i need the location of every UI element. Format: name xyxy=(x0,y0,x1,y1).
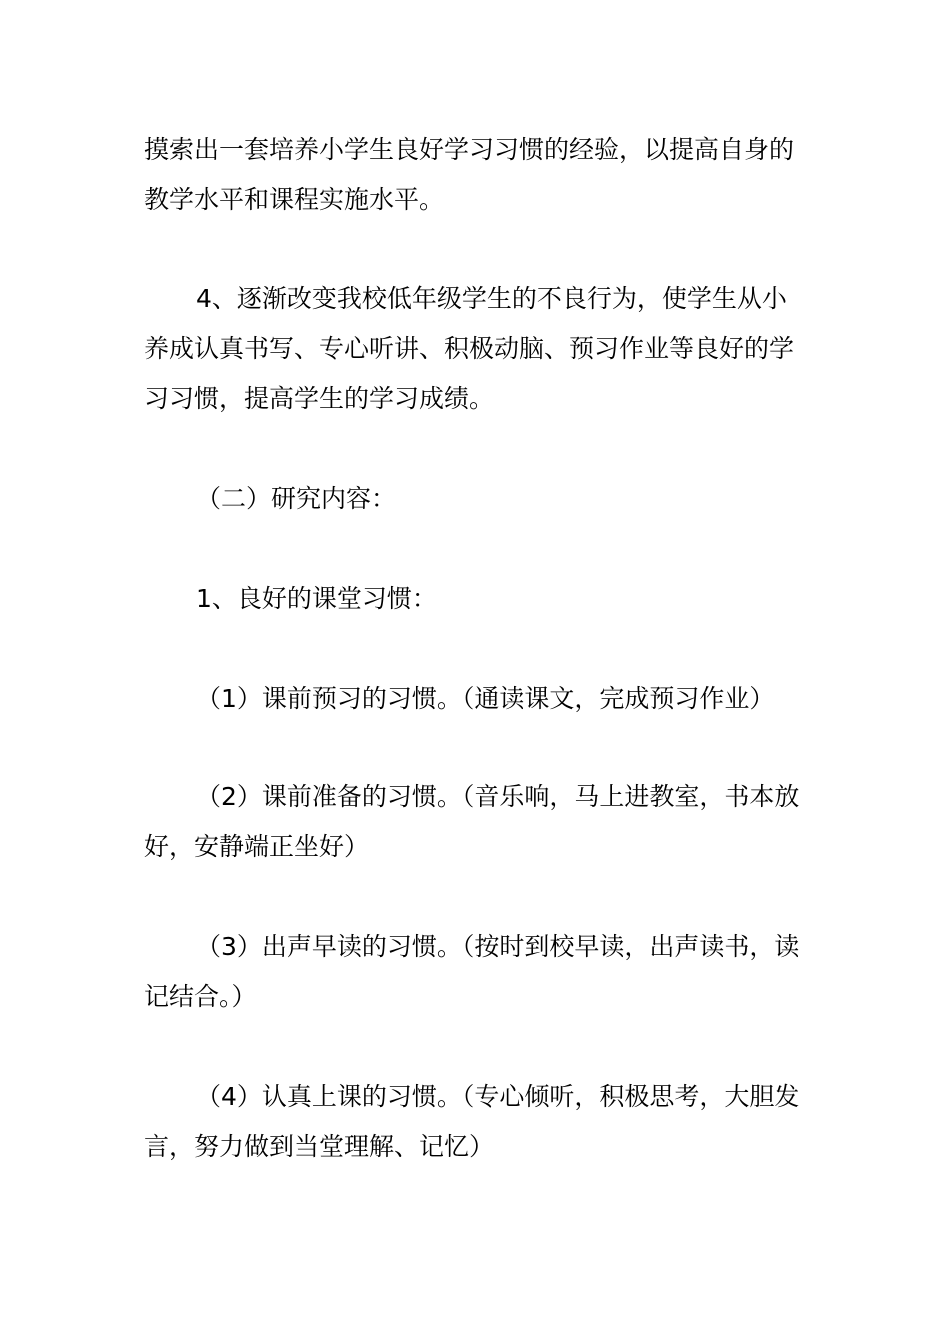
list-item-habit-2: （2）课前准备的习惯。（音乐响，马上进教室，书本放好，安静端正坐好） xyxy=(144,782,800,861)
list-item-habit-4: （4）认真上课的习惯。（专心倾听，积极思考，大胆发言，努力做到当堂理解、记忆） xyxy=(144,1082,800,1161)
list-item-habit-1: （1）课前预习的习惯。（通读课文，完成预习作业） xyxy=(196,684,775,713)
paragraph-goal-4: 4、逐渐改变我校低年级学生的不良行为，使学生从小养成认真书写、专心听讲、积极动脑、预习作业等良好的学习习惯，提高学生的学习成绩。 xyxy=(144,284,795,413)
paragraph-continuation: 摸索出一套培养小学生良好学习习惯的经验，以提高自身的教学水平和课程实施水平。 xyxy=(144,135,795,214)
list-item-habit-3: （3）出声早读的习惯。（按时到校早读，出声读书，读记结合。） xyxy=(144,932,800,1011)
section-heading-research-content: （二）研究内容： xyxy=(196,484,397,513)
subheading-classroom-habits: 1、良好的课堂习惯： xyxy=(196,584,437,613)
